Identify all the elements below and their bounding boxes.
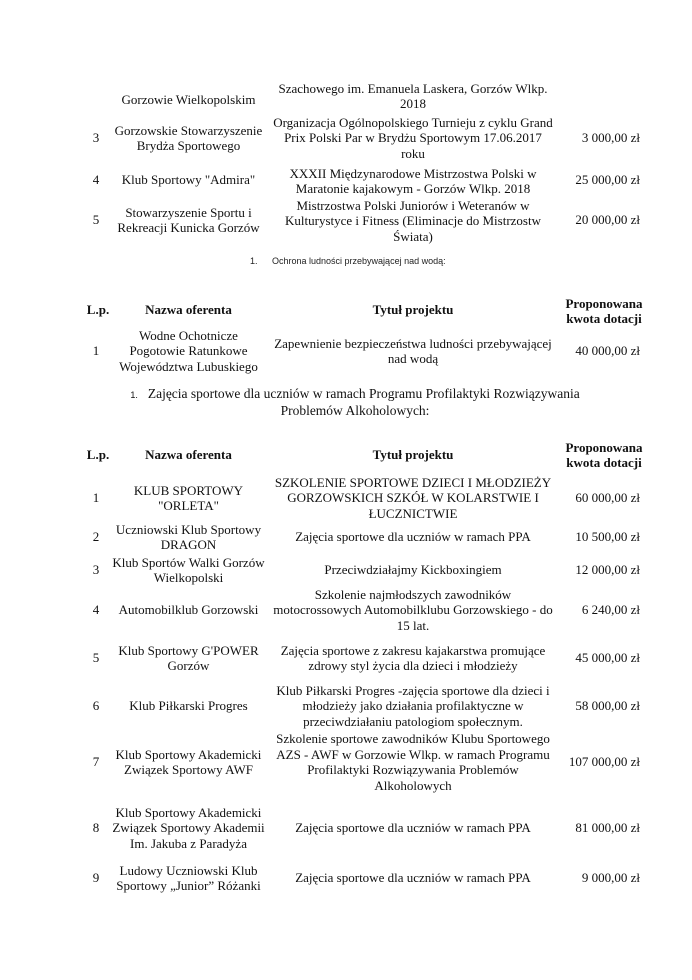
- project-title: SZKOLENIE SPORTOWE DZIECI I MŁODZIEŻY GORZOWSKICH SZKÓŁ W KOLARSTWIE I ŁUCZNICTWIE: [274, 474, 552, 521]
- section-heading: [250, 256, 550, 270]
- row-number: 4: [92, 172, 100, 188]
- header-title: Tytuł projektu: [372, 447, 454, 463]
- organization-name: Uczniowski Klub Sportowy DRAGON: [115, 521, 262, 552]
- grant-amount: 3 000,00 zł: [581, 130, 640, 146]
- row-number: 9: [92, 870, 100, 886]
- grant-amount: 12 000,00 zł: [575, 562, 640, 578]
- organization-name: Klub Piłkarski Progres: [129, 698, 248, 714]
- organization-name: Klub Sportów Walki Gorzów Wielkopolski: [112, 554, 265, 585]
- organization-name: Gorzowskie Stowarzyszenie Brydża Sportowego: [114, 122, 263, 153]
- organization-name: Gorzowie Wielkopolskim: [121, 92, 256, 108]
- project-title: Mistrzostwa Polski Juniorów i Weteranów w Kulturystyce i Fitness (Eliminacje do Mistrzostw Świata): [285, 197, 541, 244]
- project-title: Przeciwdziałajmy Kickboxingiem: [324, 562, 502, 578]
- row-number: 7: [92, 754, 100, 770]
- project-title: Zajęcia sportowe dla uczniów w ramach PPA: [295, 820, 531, 836]
- section-title-continued: Problemów Alkoholowych:: [280, 403, 430, 418]
- project-title: Szkolenie sportowe zawodników Klubu Sportowego AZS - AWF w Gorzowie Wlkp. w ramach Programu Profilaktyki Rozwiązywania Problemów Alkoholowych: [276, 731, 550, 793]
- header-amount: Proponowana kwota dotacji: [565, 295, 643, 326]
- header-title: Tytuł projektu: [372, 302, 454, 318]
- grant-amount: 25 000,00 zł: [575, 172, 640, 188]
- organization-name: Ludowy Uczniowski Klub Sportowy „Junior” Różanki: [116, 862, 261, 893]
- grant-amount: 10 500,00 zł: [575, 529, 640, 545]
- organization-name: Stowarzyszenie Sportu i Rekreacji Kunicka Gorzów: [117, 204, 260, 235]
- grant-amount: 107 000,00 zł: [568, 754, 640, 770]
- header-name: Nazwa oferenta: [145, 447, 232, 463]
- row-number: 5: [92, 212, 100, 228]
- header-name: Nazwa oferenta: [145, 302, 232, 318]
- organization-name: Automobilklub Gorzowski: [118, 602, 259, 618]
- organization-name: KLUB SPORTOWY "ORLETA": [133, 482, 244, 513]
- list-number: 1.: [250, 256, 258, 266]
- row-number: 1: [92, 490, 100, 506]
- project-title: Organizacja Ogólnopolskiego Turnieju z cyklu Grand Prix Polski Par w Brydżu Sportowym 17.06.2017 roku: [273, 114, 553, 161]
- header-lp: L.p.: [86, 302, 110, 318]
- project-title: Zajęcia sportowe z zakresu kajakarstwa promujące zdrowy styl życia dla dzieci i młodzieży: [280, 642, 546, 673]
- header-amount: Proponowana kwota dotacji: [565, 439, 643, 470]
- project-title: XXXII Międzynarodowe Mistrzostwa Polski w Maratonie kajakowym - Gorzów Wlkp. 2018: [289, 165, 537, 196]
- section-title: Ochrona ludności przebywającej nad wodą:: [272, 256, 446, 266]
- header-lp: L.p.: [86, 447, 110, 463]
- organization-name: Klub Sportowy Akademicki Związek Sportowy Akademii Im. Jakuba z Paradyża: [112, 804, 265, 851]
- row-number: 5: [92, 650, 100, 666]
- organization-name: Klub Sportowy "Admira": [121, 172, 256, 188]
- row-number: 2: [92, 529, 100, 545]
- grant-amount: 6 240,00 zł: [581, 602, 640, 618]
- project-title: Klub Piłkarski Progres -zajęcia sportowe dla dzieci i młodzieży jako działania profilaktyczne w przeciwdziałaniu patologiom społecznym.: [276, 682, 550, 729]
- project-title: Szachowego im. Emanuela Laskera, Gorzów Wlkp. 2018: [278, 80, 548, 111]
- row-number: 8: [92, 820, 100, 836]
- grant-amount: 9 000,00 zł: [581, 870, 640, 886]
- list-number: 1.: [130, 390, 138, 400]
- organization-name: Klub Sportowy Akademicki Związek Sportowy AWF: [115, 746, 262, 777]
- project-title: Zapewnienie bezpieczeństwa ludności przebywającej nad wodą: [274, 335, 552, 366]
- grant-amount: 20 000,00 zł: [575, 212, 640, 228]
- grant-amount: 45 000,00 zł: [575, 650, 640, 666]
- organization-name: Wodne Ochotnicze Pogotowie Ratunkowe Województwa Lubuskiego: [119, 327, 258, 374]
- table-row: [112, 92, 265, 108]
- grant-amount: 81 000,00 zł: [575, 820, 640, 836]
- organization-name: Klub Sportowy G'POWER Gorzów: [118, 642, 259, 673]
- row-number: 1: [92, 343, 100, 359]
- project-title: Zajęcia sportowe dla uczniów w ramach PPA: [295, 870, 531, 886]
- row-number: 3: [92, 130, 100, 146]
- section-heading: [110, 386, 600, 419]
- project-title: Zajęcia sportowe dla uczniów w ramach PPA: [295, 529, 531, 545]
- grant-amount: 58 000,00 zł: [575, 698, 640, 714]
- row-number: 4: [92, 602, 100, 618]
- grant-amount: 60 000,00 zł: [575, 490, 640, 506]
- project-title: Szkolenie najmłodszych zawodników motocrossowych Automobilklubu Gorzowskiego - do 15 lat.: [273, 586, 553, 633]
- grant-amount: 40 000,00 zł: [575, 343, 640, 359]
- row-number: 6: [92, 698, 100, 714]
- row-number: 3: [92, 562, 100, 578]
- section-title: Zajęcia sportowe dla uczniów w ramach Programu Profilaktyki Rozwiązywania: [147, 386, 580, 401]
